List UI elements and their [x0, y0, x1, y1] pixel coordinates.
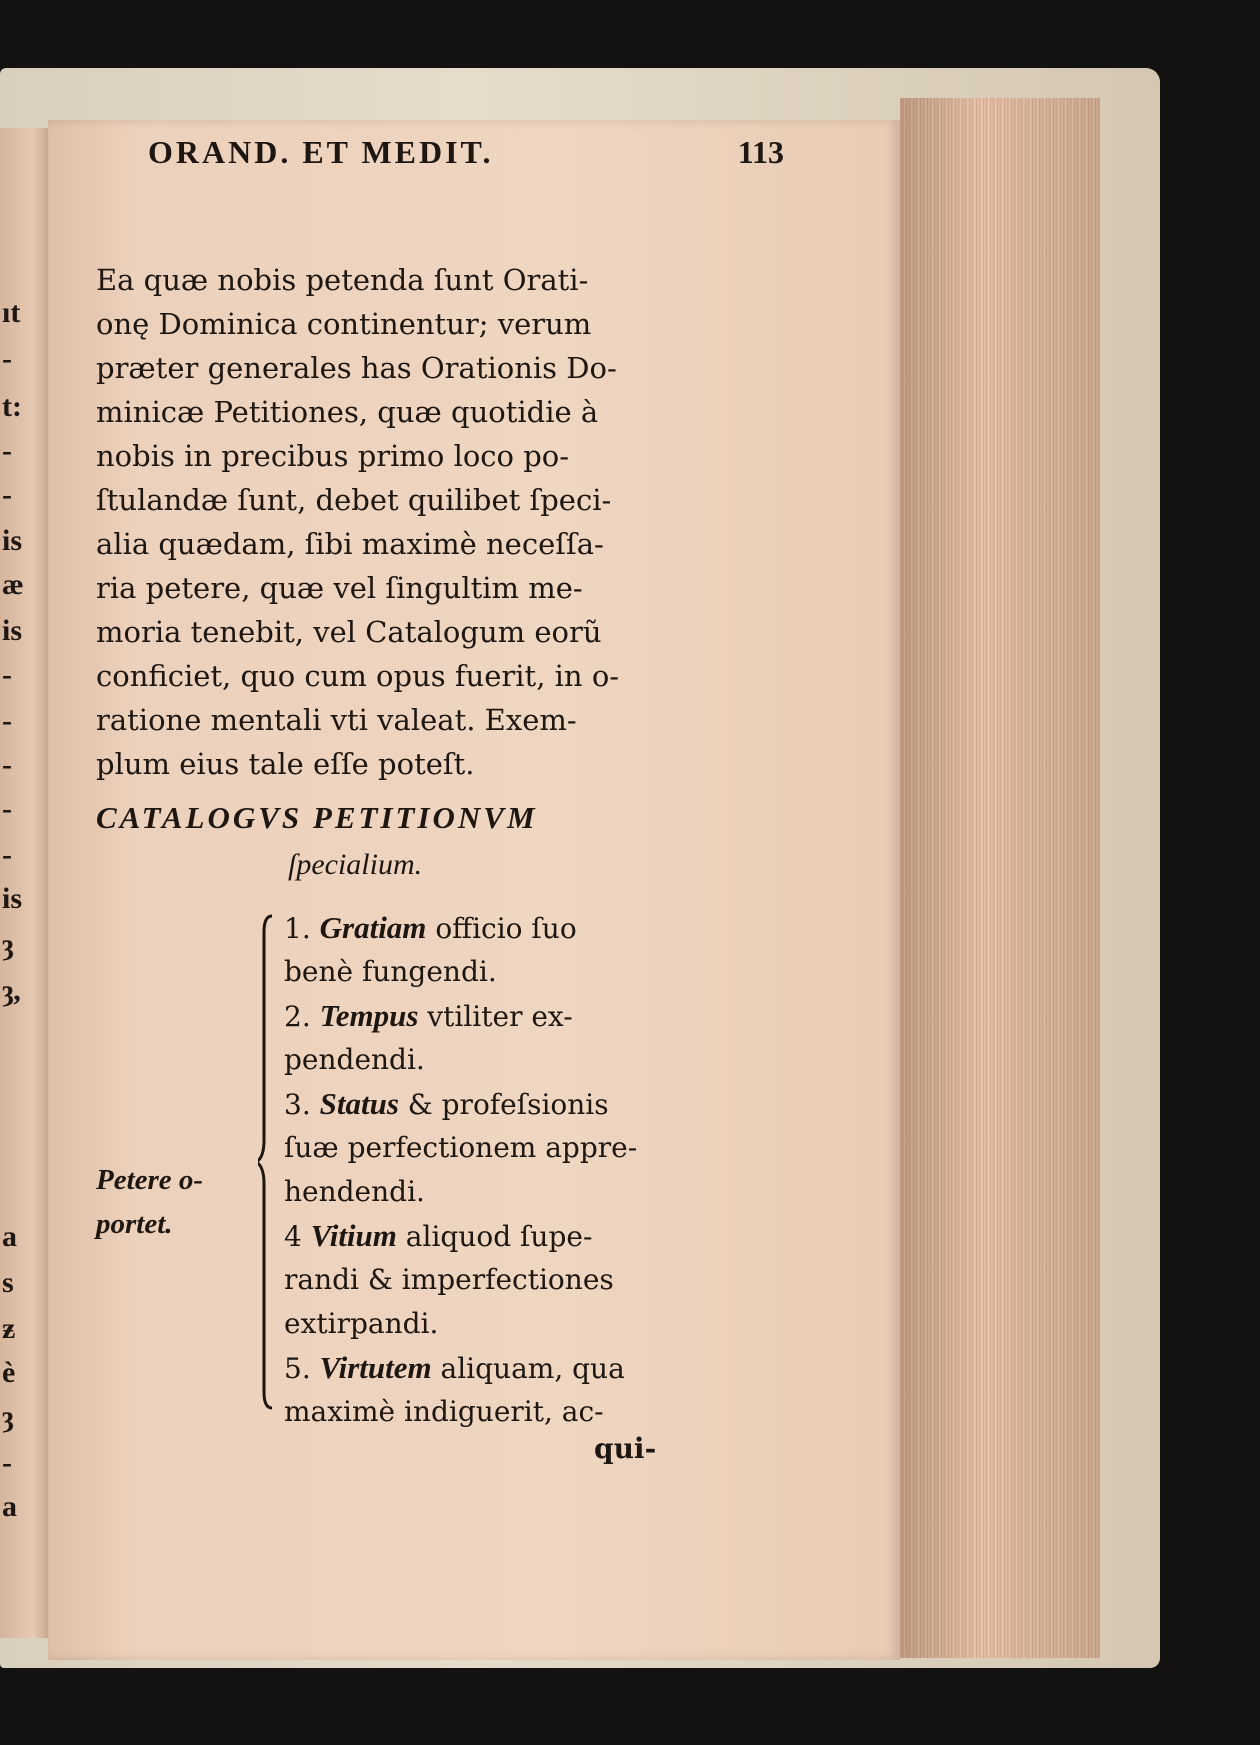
- text-line: onę Dominica continentur; verum: [96, 307, 592, 341]
- text-line: ſtulandæ ſunt, debet quilibet ſpeci-: [96, 483, 612, 517]
- catalog-item-cont: randi & imperfectiones: [284, 1263, 614, 1296]
- left-fragment: ƶ: [2, 1312, 16, 1345]
- text-line: moria tenebit, vel Catalogum eorũ: [96, 615, 602, 649]
- page-header: [148, 134, 784, 184]
- left-fragment: is: [2, 882, 23, 915]
- item-number: 5.: [284, 1352, 311, 1385]
- item-keyword: Status: [319, 1086, 399, 1121]
- item-text: officio ſuo: [426, 912, 577, 945]
- text-line: ratione mentali vti valeat. Exem-: [96, 703, 577, 737]
- item-number: 1.: [284, 912, 311, 945]
- left-fragment: s: [2, 1266, 14, 1299]
- left-fragment: æ: [2, 568, 24, 601]
- left-fragment: is: [2, 614, 23, 647]
- left-fragment: ȝ: [2, 1400, 14, 1433]
- left-fragment: ȝ,: [2, 974, 21, 1007]
- paragraph: [96, 258, 676, 786]
- left-page-edge: [0, 128, 48, 1638]
- item-text: aliquod ſupe-: [396, 1220, 593, 1253]
- text-line: alia quædam, ſibi maximè neceſſa-: [96, 527, 604, 561]
- catalog-title: CATALOGVS PETITIONVM: [96, 800, 538, 835]
- left-fragment: è: [2, 1356, 16, 1389]
- catalog-item: [284, 906, 684, 950]
- left-fragment: ȝ: [2, 928, 14, 961]
- text-line: minicæ Petitiones, quæ quotidie à: [96, 395, 599, 429]
- left-fragment: -: [2, 748, 12, 781]
- item-keyword: Vitium: [310, 1218, 397, 1253]
- item-keyword: Tempus: [319, 998, 419, 1033]
- left-fragment: -: [2, 342, 12, 375]
- text-line: conficiet, quo cum opus fuerit, in o-: [96, 659, 620, 693]
- catalog-item-cont: maximè indiguerit, ac-: [284, 1395, 604, 1428]
- left-fragment: -: [2, 434, 12, 467]
- catalog-item: [284, 1346, 684, 1390]
- item-keyword: Gratiam: [319, 910, 427, 945]
- item-text: vtiliter ex-: [418, 1000, 573, 1033]
- catalog-item-cont: hendendi.: [284, 1175, 425, 1208]
- left-fragment: -: [2, 1446, 12, 1479]
- item-keyword: Virtutem: [319, 1350, 432, 1385]
- brace-icon: [258, 912, 278, 1412]
- text-line: præter generales has Orationis Do-: [96, 351, 617, 385]
- left-fragment: t:: [2, 390, 22, 423]
- page-number: 113: [737, 134, 784, 170]
- catalog-item: [284, 1214, 684, 1258]
- catalog-item-cont: pendendi.: [284, 1043, 425, 1076]
- catalog-item-cont: ſuæ perfectionem appre-: [284, 1131, 638, 1164]
- page-block-shade: [900, 98, 1100, 1658]
- left-fragment: -: [2, 658, 12, 691]
- catalog-item-cont: extirpandi.: [284, 1307, 439, 1340]
- item-number: 4: [284, 1220, 302, 1253]
- left-fragment: is: [2, 524, 23, 557]
- left-fragment: ıt: [2, 296, 21, 329]
- item-number: 3.: [284, 1088, 311, 1121]
- left-fragment: -: [2, 792, 12, 825]
- left-fragment: -: [2, 838, 12, 871]
- side-note: [96, 1158, 256, 1246]
- catchword: qui-: [594, 1432, 657, 1465]
- catalog-items: [284, 906, 684, 1434]
- catalog-subtitle: ſpecialium.: [288, 848, 423, 881]
- left-fragment: a: [2, 1490, 17, 1523]
- text-line: plum eius tale eſſe poteſt.: [96, 747, 475, 781]
- side-note-line: portet.: [96, 1208, 173, 1240]
- running-title: ORAND. ET MEDIT.: [148, 134, 494, 170]
- left-fragment: a: [2, 1220, 17, 1253]
- item-text: & profeſsionis: [398, 1088, 609, 1121]
- catalog-item: [284, 1082, 684, 1126]
- side-note-line: Petere o-: [96, 1164, 204, 1196]
- catalog-item: [284, 994, 684, 1038]
- catalog-item-cont: benè fungendi.: [284, 955, 497, 988]
- item-number: 2.: [284, 1000, 311, 1033]
- text-line: ria petere, quæ vel ſingultim me-: [96, 571, 583, 605]
- item-text: aliquam, qua: [431, 1352, 625, 1385]
- text-line: nobis in precibus primo loco po-: [96, 439, 570, 473]
- left-fragment: -: [2, 704, 12, 737]
- left-fragment: -: [2, 478, 12, 511]
- text-line: Ea quæ nobis petenda ſunt Orati-: [96, 263, 589, 297]
